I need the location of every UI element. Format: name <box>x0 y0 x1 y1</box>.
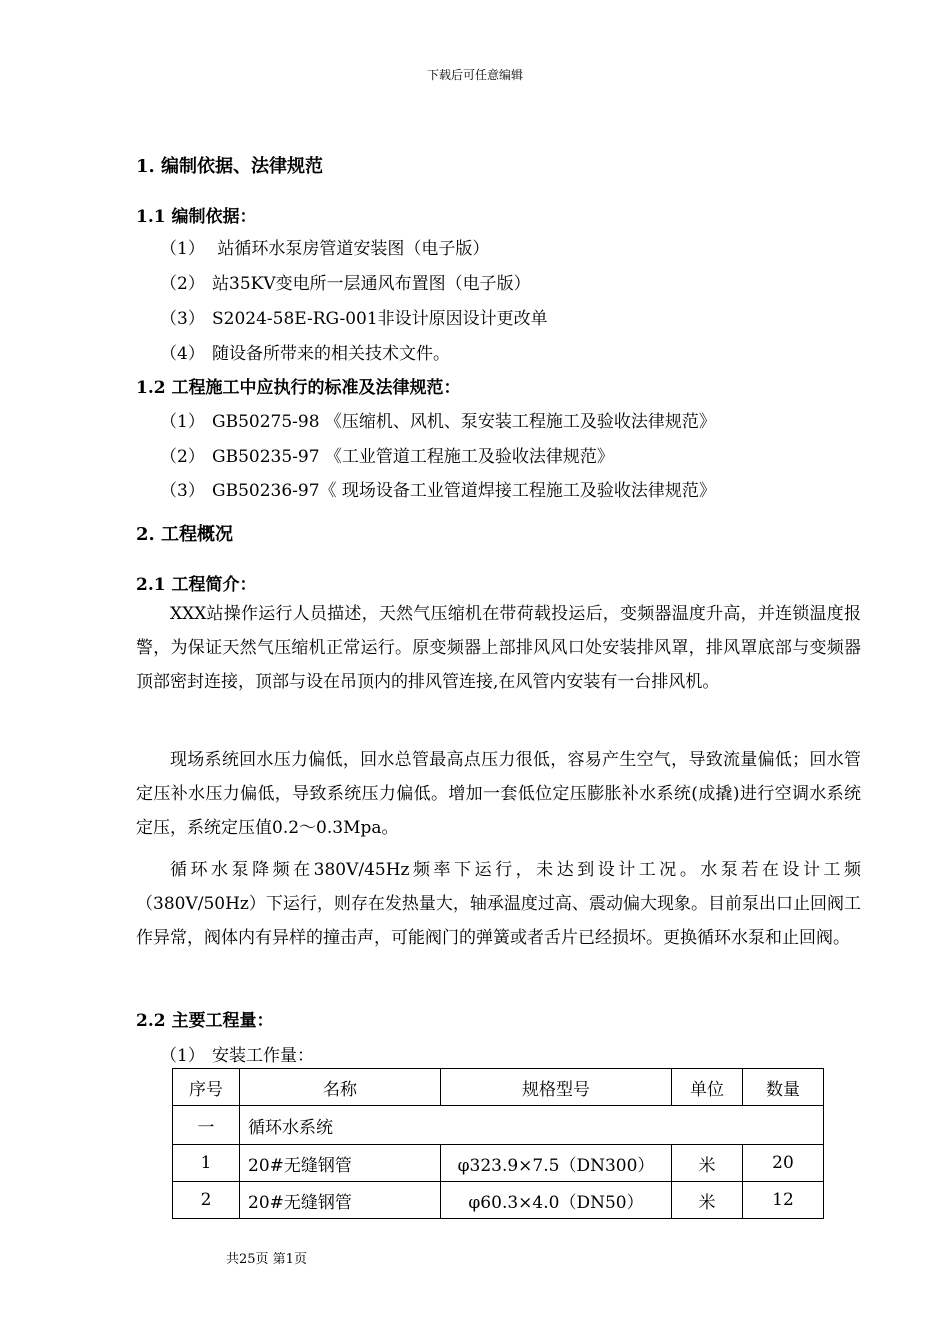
section-1-title: 1. 编制依据、法律规范 <box>136 156 324 177</box>
list-item <box>160 1041 314 1066</box>
list-item <box>160 442 614 467</box>
list-text: GB50275-98 《压缩机、风机、泵安装工程施工及验收法律规范》 <box>212 412 716 432</box>
list-item <box>160 234 489 259</box>
list-number: （2） <box>160 274 205 294</box>
table-cell: φ60.3×4.0（DN50） <box>441 1182 672 1219</box>
section-2-2-title: 2.2 主要工程量： <box>136 1011 274 1031</box>
paragraph: 循环水泵降频在380V/45Hz频率下运行，未达到设计工况。水泵若在设计工频（380V/50Hz）下运行，则存在发热量大，轴承温度过高、震动偏大现象。目前泵出口止回阀工作异常，阀体内有异样的撞击声，可能阀门的弹簧或者舌片已经损坏。更换循环水泵和止回阀。 <box>136 860 861 948</box>
table-group-row <box>173 1106 824 1145</box>
list-number: （1） <box>160 1046 205 1066</box>
header-cell: 名称 <box>240 1069 441 1106</box>
list-text: S2024-58E-RG-001非设计原因设计更改单 <box>212 309 548 329</box>
table-cell: 1 <box>173 1145 240 1182</box>
header-cell: 数量 <box>743 1069 824 1106</box>
list-number: （1） <box>160 412 205 432</box>
list-number: （2） <box>160 447 205 467</box>
table-cell: 12 <box>743 1182 824 1219</box>
list-item <box>160 407 716 432</box>
table-cell: φ323.9×7.5（DN300） <box>441 1145 672 1182</box>
work-quantity-table <box>172 1068 824 1219</box>
list-item <box>160 269 531 294</box>
list-text: GB50235-97 《工业管道工程施工及验收法律规范》 <box>212 447 614 467</box>
table-row <box>173 1145 824 1182</box>
header-cell: 规格型号 <box>441 1069 672 1106</box>
list-number: （3） <box>160 481 205 501</box>
list-text: 安装工作量： <box>212 1046 314 1066</box>
table-cell: 2 <box>173 1182 240 1219</box>
table-row <box>173 1182 824 1219</box>
list-number: （4） <box>160 344 205 364</box>
section-1-2-title: 1.2 工程施工中应执行的标准及法律规范： <box>136 378 461 398</box>
section-2-1-title: 2.1 工程简介： <box>136 575 257 595</box>
paragraph: XXX站操作运行人员描述，天然气压缩机在带荷载投运后，变频器温度升高，并连锁温度报警，为保证天然气压缩机正常运行。原变频器上部排风风口处安装排风罩，排风罩底部与变频器顶部密封连接，顶部与设在吊顶内的排风管连接,在风管内安装有一台排风机。 <box>136 604 861 692</box>
table-cell: 20 <box>743 1145 824 1182</box>
paragraph: 现场系统回水压力偏低，回水总管最高点压力很低，容易产生空气，导致流量偏低；回水管定压补水压力偏低，导致系统压力偏低。增加一套低位定压膨胀补水系统(成撬)进行空调水系统定压，系统定压值0.2～0.3Mpa。 <box>136 750 861 838</box>
list-text: 站35KV变电所一层通风布置图（电子版） <box>212 274 531 294</box>
header-cell: 单位 <box>672 1069 743 1106</box>
section-2-title: 2. 工程概况 <box>136 524 234 545</box>
list-item <box>160 304 548 329</box>
list-number: （1） <box>160 239 205 259</box>
table-cell: 循环水系统 <box>240 1106 824 1145</box>
header-cell: 序号 <box>173 1069 240 1106</box>
table-cell: 米 <box>672 1145 743 1182</box>
list-text: 随设备所带来的相关技术文件。 <box>212 344 450 364</box>
page-header: 下载后可任意编辑 <box>426 68 523 82</box>
page-footer: 共25页 第1页 <box>226 1252 307 1267</box>
section-1-1-title: 1.1 编制依据： <box>136 207 257 227</box>
list-item <box>160 339 450 364</box>
table-cell: 20#无缝钢管 <box>240 1145 441 1182</box>
list-item <box>160 476 716 501</box>
list-number: （3） <box>160 309 205 329</box>
table-cell: 米 <box>672 1182 743 1219</box>
table-cell: 一 <box>173 1106 240 1145</box>
table-cell: 20#无缝钢管 <box>240 1182 441 1219</box>
table-header-row <box>173 1069 824 1106</box>
list-text: GB50236-97《 现场设备工业管道焊接工程施工及验收法律规范》 <box>212 481 716 501</box>
list-text: 站循环水泵房管道安装图（电子版） <box>212 239 490 259</box>
